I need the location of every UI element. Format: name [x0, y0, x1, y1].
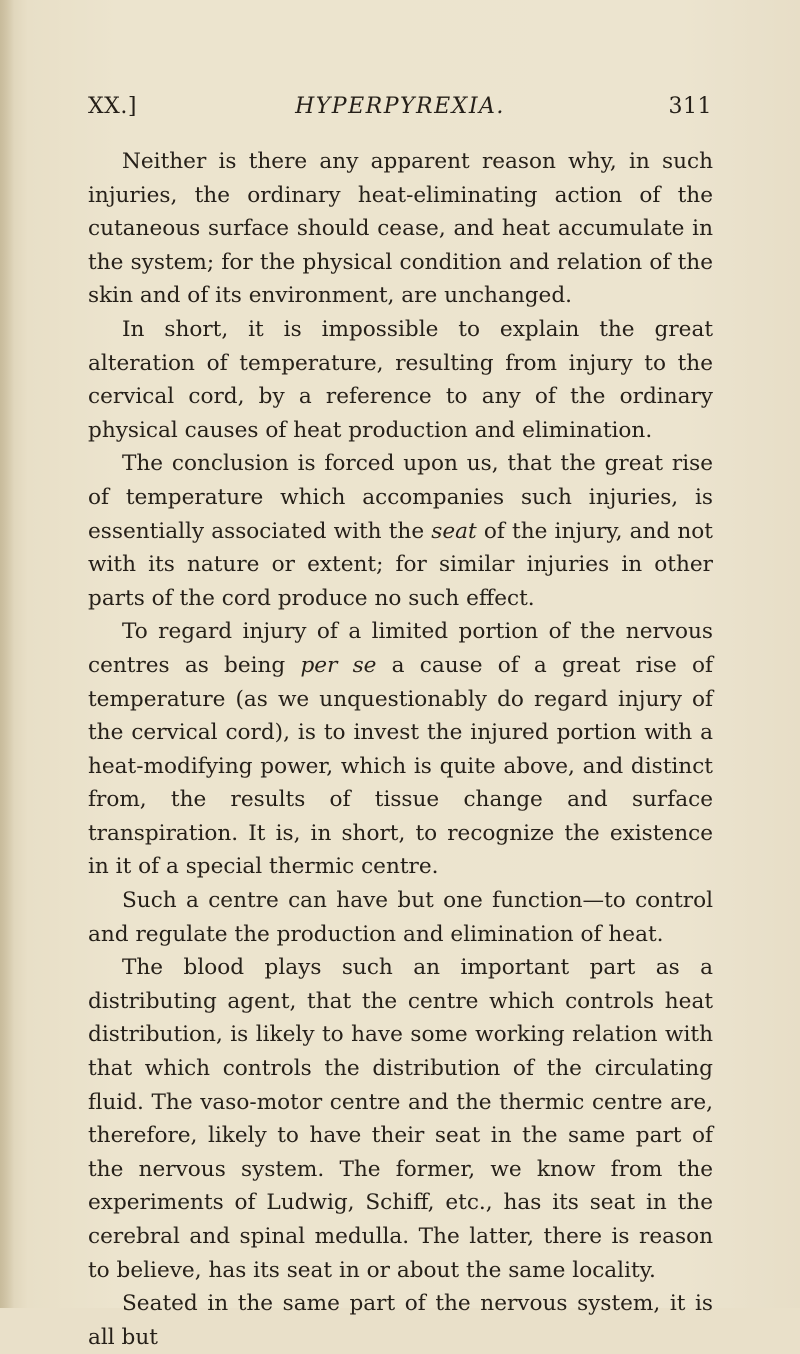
running-header [88, 94, 712, 124]
paragraph: Such a centre can have but one function—to control and regulate the production and elimination of heat. [88, 888, 713, 947]
body-text [88, 145, 713, 1354]
paragraph: In short, it is impossible to explain the great alteration of temperature, resulting from injury to the cervical cord, by a reference to any of the ordinary physical causes of heat production and elimination. [88, 316, 713, 443]
paragraph [88, 447, 713, 615]
paragraph: Neither is there any apparent reason why, in such injuries, the ordinary heat-eliminating action of the cutaneous surface should cease, and heat accumulate in the system; for the physical condition and relation of the skin and of its environment, are unchanged. [88, 149, 713, 309]
chapter-marker: XX.] [88, 94, 137, 119]
paragraph-text: of the injury, and not with its nature or extent; for similar injuries in other parts of the cord produce no such effect. [88, 518, 713, 611]
paragraph [88, 615, 713, 884]
emphasis-text: seat [431, 518, 477, 544]
paragraph-text: The conclusion is forced upon us, that the great rise of temperature which accompanies such injuries, is essentially associated with the [88, 451, 713, 544]
paragraph: The blood plays such an important part as a distributing agent, that the centre which controls heat distribution, is likely to have some working relation with that which controls the distribution of the circulating fluid. The vaso-motor centre and the thermic centre are, therefore, likely to have their seat in the same part of the nervous system. The former, we know from the experiments of Ludwig, Schiff, etc., has its seat in the cerebral and spinal medulla. The latter, there is reason to believe, has its seat in or about the same locality. [88, 955, 713, 1283]
running-title: HYPERPYREXIA. [295, 94, 505, 119]
page-number: 311 [668, 94, 712, 119]
paragraph-text: To regard injury of a limited portion of the nervous centres as being [88, 619, 713, 678]
emphasis-text: per se [300, 652, 377, 678]
page-gutter-shadow [0, 0, 14, 1308]
paragraph-text: a cause of a great rise of temperature (as we unquestionably do regard injury of the cervical cord), is to invest the injured portion with a heat-modifying power, which is quite above, and distinct from, the results of tissue change and surface transpiration. It is, in short, to recognize the existence in it of a special thermic centre. [88, 652, 713, 880]
paragraph: Seated in the same part of the nervous system, it is all but [88, 1291, 713, 1350]
